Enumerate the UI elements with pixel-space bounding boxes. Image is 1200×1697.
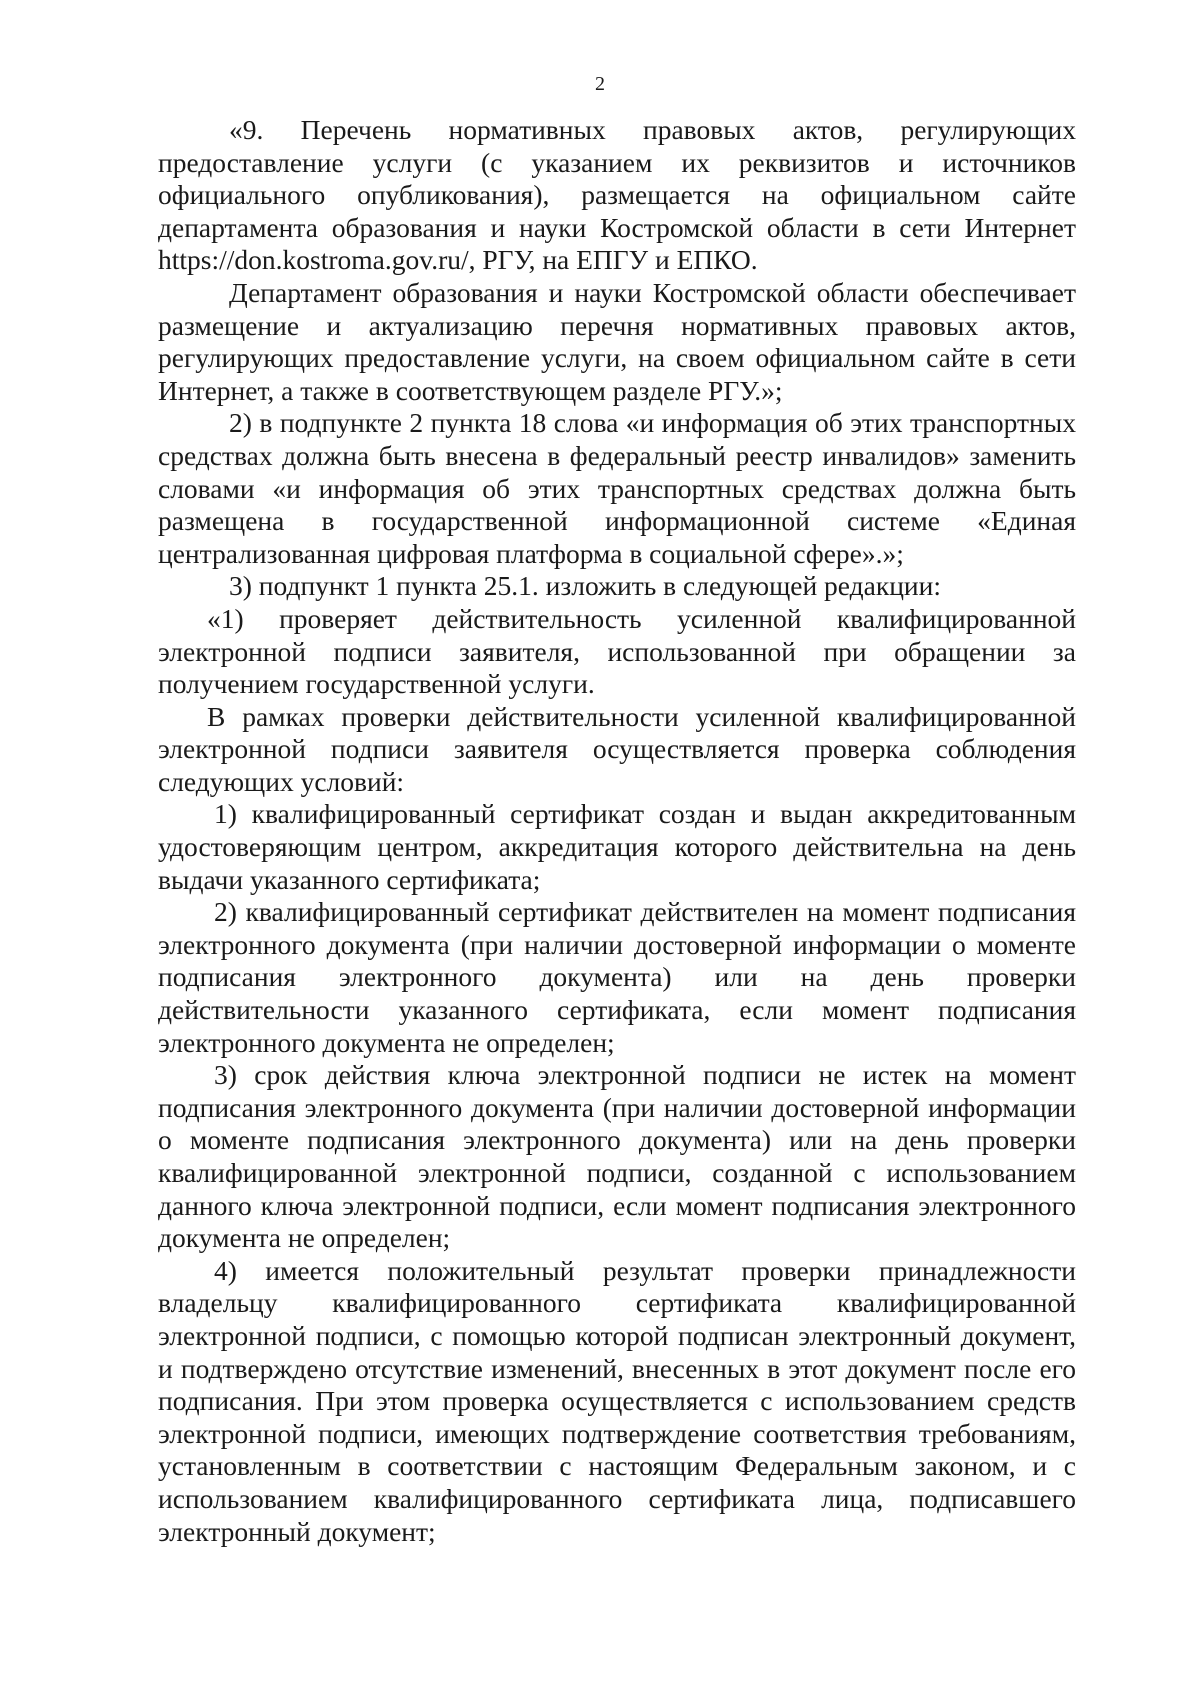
- paragraph-item-9: «9. Перечень нормативных правовых актов, регулирующих предоставление услуги (с указанием их реквизитов и источников официального опубликования), размещается на официальном сайте департамента образования и науки Костромской области в сети Интернет https://don.kostroma.gov.ru/, РГУ, на ЕПГУ и ЕПКО.: [158, 114, 1076, 276]
- paragraph-amendment-3: 3) подпункт 1 пункта 25.1. изложить в следующей редакции:: [229, 570, 941, 602]
- paragraph-signature-check: «1) проверяет действительность усиленной квалифицированной электронной подписи заявителя, использованной при обращении за получением государственной услуги.: [158, 602, 1076, 700]
- document-body: [158, 114, 1076, 1548]
- paragraph-department-obligation: Департамент образования и науки Костромской области обеспечивает размещение и актуализацию перечня нормативных правовых актов, регулирующих предоставление услуги, на своем официальном сайте в сети Интернет, а также в соответствующем разделе РГУ.»;: [158, 276, 1076, 406]
- list-item-condition-4: 4) имеется положительный результат проверки принадлежности владельцу квалифицированного сертификата квалифицированной электронной подписи, с помощью которой подписан электронный документ, и подтверждено отсутствие изменений, внесенных в этот документ после его подписания. При этом проверка осуществляется с использованием средств электронной подписи, имеющих подтверждение соответствия требованиям, установленным в соответствии с настоящим Федеральным законом, и с использованием квалифицированного сертификата лица, подписавшего электронный документ;: [158, 1254, 1076, 1547]
- page-number: 2: [595, 73, 605, 95]
- paragraph-conditions-intro: В рамках проверки действительности усиленной квалифицированной электронной подписи заявителя осуществляется проверка соблюдения следующих условий:: [158, 700, 1076, 797]
- list-item-condition-2: 2) квалифицированный сертификат действителен на момент подписания электронного документа (при наличии достоверной информации о моменте подписания электронного документа) или на день проверки действительности указанного сертификата, если момент подписания электронного документа не определен;: [158, 896, 1076, 1058]
- paragraph-amendment-2: 2) в подпункте 2 пункта 18 слова «и информация об этих транспортных средствах должна быть внесена в федеральный реестр инвалидов» заменить словами «и информация об этих транспортных средствах должна быть размещена в государственной информационной системе «Единая централизованная цифровая платформа в социальной сфере».»;: [158, 407, 1076, 569]
- list-item-condition-3: 3) срок действия ключа электронной подписи не истек на момент подписания электронного документа (при наличии достоверной информации о моменте подписания электронного документа) или на день проверки квалифицированной электронной подписи, созданной с использованием данного ключа электронной подписи, если момент подписания электронного документа не определен;: [158, 1059, 1076, 1254]
- list-item-condition-1: 1) квалифицированный сертификат создан и выдан аккредитованным удостоверяющим центром, аккредитация которого действительна на день выдачи указанного сертификата;: [158, 798, 1076, 895]
